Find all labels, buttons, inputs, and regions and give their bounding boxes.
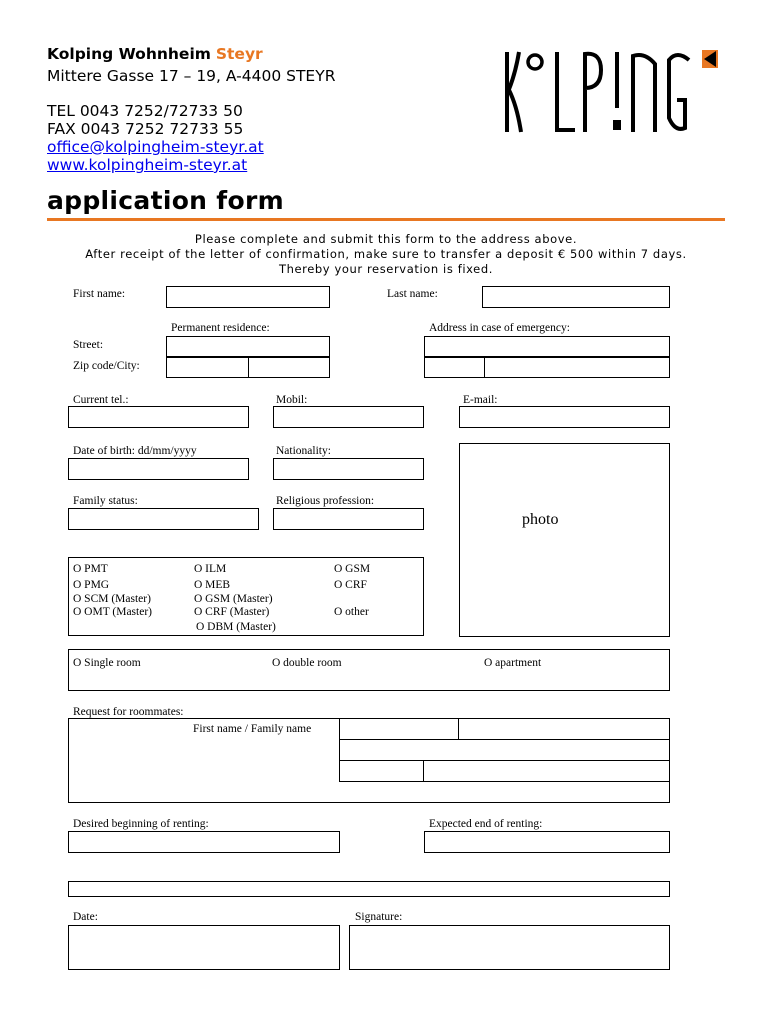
roommate-1-first-name-field[interactable] bbox=[340, 719, 458, 739]
org-title bbox=[47, 45, 263, 63]
option-other[interactable]: O other bbox=[334, 606, 369, 618]
nationality-label: Nationality: bbox=[276, 445, 331, 457]
desired-begin-field[interactable] bbox=[68, 831, 340, 853]
roommate-2-name-field[interactable] bbox=[340, 740, 669, 760]
remarks-field[interactable] bbox=[68, 881, 670, 897]
org-tel: TEL 0043 7252/72733 50 bbox=[47, 102, 243, 120]
photo-box[interactable] bbox=[459, 443, 670, 637]
option-pmg[interactable]: O PMG bbox=[73, 579, 110, 591]
option-gsm[interactable]: O GSM bbox=[334, 563, 371, 575]
website-link[interactable]: www.kolpingheim-steyr.at bbox=[47, 156, 248, 174]
option-crf[interactable]: O CRF bbox=[334, 579, 367, 591]
first-family-name-label: First name / Family name bbox=[193, 723, 312, 735]
option-crf-master[interactable]: O CRF (Master) bbox=[194, 606, 270, 618]
email-label: E-mail: bbox=[463, 394, 498, 406]
emergency-street-field[interactable] bbox=[424, 336, 670, 357]
nationality-field[interactable] bbox=[273, 458, 424, 480]
email-field[interactable] bbox=[459, 406, 670, 428]
kolping-logo bbox=[505, 46, 720, 139]
family-status-label: Family status: bbox=[73, 495, 138, 507]
roommate-3-family-name-field[interactable] bbox=[424, 761, 669, 781]
org-fax: FAX 0043 7252 72733 55 bbox=[47, 120, 244, 138]
org-address: Mittere Gasse 17 – 19, A-4400 STEYR bbox=[47, 67, 336, 85]
photo-label: photo bbox=[522, 511, 559, 528]
option-apartment[interactable]: O apartment bbox=[484, 657, 542, 669]
residence-zip-field[interactable] bbox=[166, 357, 249, 378]
option-gsm-master[interactable]: O GSM (Master) bbox=[194, 593, 273, 605]
intro-line-1: Please complete and submit this form to the address above. bbox=[194, 232, 578, 246]
family-status-field[interactable] bbox=[68, 508, 259, 530]
email-link[interactable]: office@kolpingheim-steyr.at bbox=[47, 138, 264, 156]
option-single-room[interactable]: O Single room bbox=[73, 657, 141, 669]
roommates-row-line-3 bbox=[339, 781, 670, 782]
permanent-residence-label: Permanent residence: bbox=[171, 322, 270, 334]
first-name-field[interactable] bbox=[166, 286, 330, 308]
option-ilm[interactable]: O ILM bbox=[194, 563, 227, 575]
title-rule bbox=[47, 218, 725, 221]
first-name-label: First name: bbox=[73, 288, 126, 300]
option-meb[interactable]: O MEB bbox=[194, 579, 231, 591]
roommate-3-first-name-field[interactable] bbox=[340, 761, 423, 781]
date-field[interactable] bbox=[68, 925, 340, 970]
room-options-box bbox=[68, 649, 670, 691]
religious-profession-field[interactable] bbox=[273, 508, 424, 530]
option-pmt[interactable]: O PMT bbox=[73, 563, 108, 575]
last-name-field[interactable] bbox=[482, 286, 670, 308]
option-dbm-master[interactable]: O DBM (Master) bbox=[196, 621, 276, 633]
current-tel-field[interactable] bbox=[68, 406, 249, 428]
option-double-room[interactable]: O double room bbox=[272, 657, 342, 669]
dob-label: Date of birth: dd/mm/yyyy bbox=[73, 445, 197, 457]
date-label: Date: bbox=[73, 911, 98, 923]
emergency-city-field[interactable] bbox=[484, 357, 670, 378]
emergency-zip-field[interactable] bbox=[424, 357, 485, 378]
expected-end-field[interactable] bbox=[424, 831, 670, 853]
kolping-logo-graphic bbox=[505, 46, 720, 134]
current-tel-label: Current tel.: bbox=[73, 394, 129, 406]
expected-end-label: Expected end of renting: bbox=[429, 818, 543, 830]
residence-street-field[interactable] bbox=[166, 336, 330, 357]
religious-profession-label: Religious profession: bbox=[276, 495, 375, 507]
emergency-address-label: Address in case of emergency: bbox=[429, 322, 570, 334]
intro-line-2: After receipt of the letter of confirmation, make sure to transfer a deposit € 500 within 7 days. bbox=[85, 247, 687, 261]
option-omt-master[interactable]: O OMT (Master) bbox=[73, 606, 152, 618]
last-name-label: Last name: bbox=[387, 288, 438, 300]
intro-line-3: Thereby your reservation is fixed. bbox=[278, 262, 494, 276]
dob-field[interactable] bbox=[68, 458, 249, 480]
mobil-label: Mobil: bbox=[276, 394, 308, 406]
residence-city-field[interactable] bbox=[248, 357, 330, 378]
signature-field[interactable] bbox=[349, 925, 670, 970]
org-name: Kolping Wohnheim bbox=[47, 45, 211, 63]
zip-city-label: Zip code/City: bbox=[73, 360, 140, 372]
street-label: Street: bbox=[73, 339, 104, 351]
mobil-field[interactable] bbox=[273, 406, 424, 428]
page-title: application form bbox=[47, 186, 284, 215]
org-city: Steyr bbox=[215, 45, 263, 63]
roommates-label: Request for roommates: bbox=[73, 706, 184, 718]
desired-begin-label: Desired beginning of renting: bbox=[73, 818, 209, 830]
roommate-1-family-name-field[interactable] bbox=[459, 719, 669, 739]
signature-label: Signature: bbox=[355, 911, 403, 923]
option-scm-master[interactable]: O SCM (Master) bbox=[73, 593, 151, 605]
